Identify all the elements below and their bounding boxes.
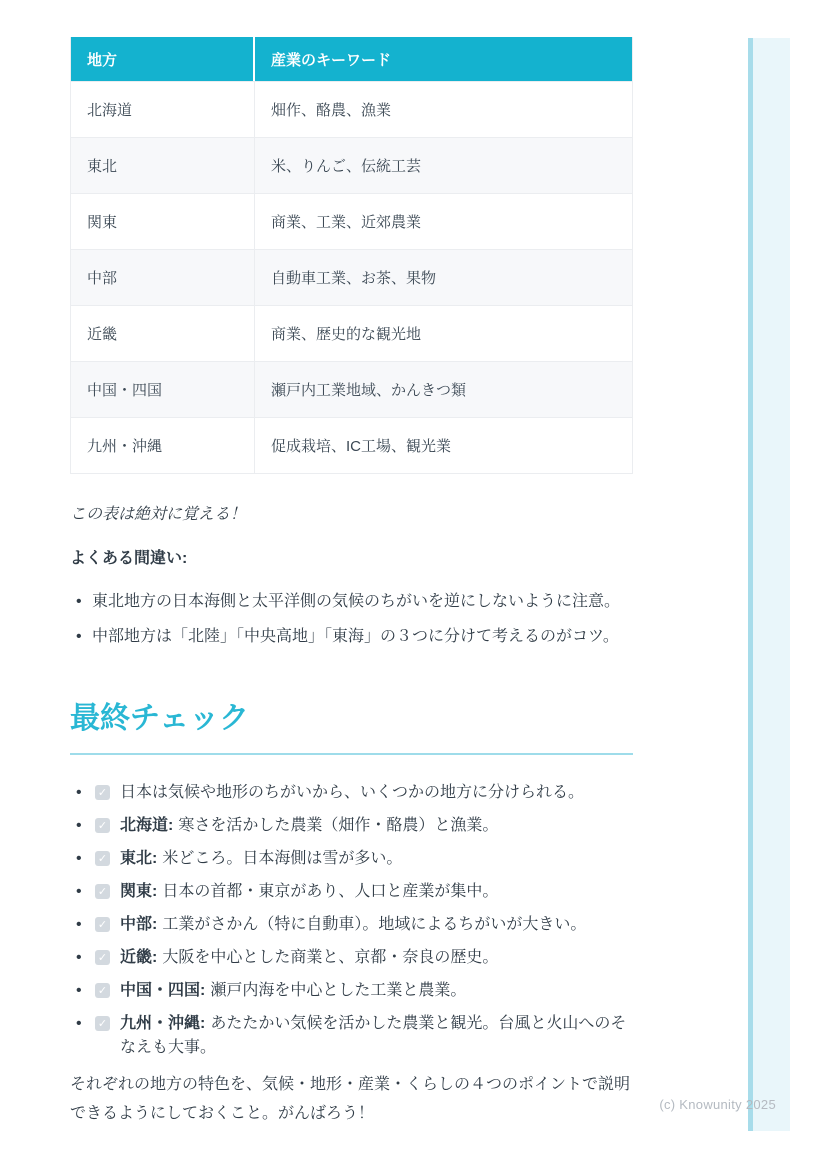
checkbox-checked-icon: • ✓ <box>95 950 110 965</box>
checklist-item-text: 米どころ。日本海側は雪が多い。 <box>162 850 403 867</box>
region-cell: 中国・四国 <box>71 362 255 417</box>
keyword-cell: 促成栽培、IC工場、観光業 <box>271 438 452 455</box>
checklist-item <box>70 1012 633 1060</box>
checkbox-checked-icon: • ✓ <box>95 884 110 899</box>
keyword-cell: 自動車工業、お茶、果物 <box>271 270 437 287</box>
keyword-cell: 畑作、酪農、漁業 <box>271 102 392 119</box>
table-row <box>71 137 632 193</box>
checklist-item-text: 工業がさかん（特に自動車）。地域によるちがいが大きい。 <box>162 916 587 933</box>
keyword-cell: 瀬戸内工業地域、かんきつ類 <box>271 382 467 399</box>
page-edge-panel <box>753 38 790 1131</box>
keyword-cell: 米、りんご、伝統工芸 <box>271 158 422 175</box>
table-row <box>71 305 632 361</box>
table-header-region: 地方 <box>71 37 255 81</box>
checklist-item <box>70 946 633 970</box>
document-content <box>70 37 633 1128</box>
region-cell: 中部 <box>71 250 255 305</box>
checklist-item-label: 北海道: <box>120 817 174 834</box>
list-item: • 東北地方の日本海側と太平洋側の気候のちがいを逆にしないように注意。 <box>70 591 633 612</box>
checkbox-checked-icon: • ✓ <box>95 818 110 833</box>
checklist-item-label: 東北: <box>120 850 158 867</box>
table-row <box>71 361 632 417</box>
keyword-cell: 商業、工業、近郊農業 <box>271 214 422 231</box>
checklist-item-label: 近畿: <box>120 949 158 966</box>
checklist-item-text: 大阪を中心とした商業と、京都・奈良の歴史。 <box>162 949 499 966</box>
checklist-item <box>70 847 633 871</box>
checklist-item-label: 中部: <box>120 916 158 933</box>
table-row <box>71 81 632 137</box>
checklist-item-text: 瀬戸内海を中心とした工業と農業。 <box>210 982 467 999</box>
checklist-item-text: 日本は気候や地形のちがいから、いくつかの地方に分けられる。 <box>120 784 585 801</box>
table-header-keywords: 産業のキーワード <box>271 51 392 69</box>
region-cell: 東北 <box>71 138 255 193</box>
closing-paragraph: それぞれの地方の特色を、気候・地形・産業・くらしの４つのポイントで説明できるようにしておくこと。がんばろう！ <box>70 1076 631 1122</box>
checklist-item-label: 九州・沖縄: <box>120 1015 206 1032</box>
table-body <box>71 81 632 473</box>
checklist-item-label: 関東: <box>120 883 158 900</box>
table-row <box>71 193 632 249</box>
region-cell: 九州・沖縄 <box>71 418 255 473</box>
section-divider <box>70 753 633 755</box>
keyword-cell: 商業、歴史的な観光地 <box>271 326 422 343</box>
emphasis-note: この表は絶対に覚える！ <box>70 506 247 523</box>
checkbox-checked-icon: • ✓ <box>95 1016 110 1031</box>
region-cell: 関東 <box>71 194 255 249</box>
common-mistakes-list <box>70 591 633 647</box>
checkbox-checked-icon: • ✓ <box>95 917 110 932</box>
checklist-item-text: あたたかい気候を活かした農業と観光。台風と火山へのそなえも大事。 <box>120 1015 627 1056</box>
table-row <box>71 417 632 473</box>
table-row <box>71 249 632 305</box>
copyright-footer: (c) Knowunity 2025 <box>659 1097 776 1112</box>
checklist-item <box>70 880 633 904</box>
final-check-title: 最終チェック <box>70 702 250 735</box>
checklist-item <box>70 979 633 1003</box>
final-checklist <box>70 781 633 1060</box>
checklist-item <box>70 814 633 838</box>
checklist-item <box>70 913 633 937</box>
common-mistakes-title: よくある間違い: <box>70 550 188 567</box>
region-cell: 近畿 <box>71 306 255 361</box>
checklist-item-label: 中国・四国: <box>120 982 206 999</box>
checkbox-checked-icon: • ✓ <box>95 983 110 998</box>
checklist-item-text: 日本の首都・東京があり、人口と産業が集中。 <box>162 883 499 900</box>
table-header-row <box>71 37 632 81</box>
region-industry-table <box>70 37 633 474</box>
checklist-item-text: 寒さを活かした農業（畑作・酪農）と漁業。 <box>178 817 499 834</box>
checklist-item <box>70 781 633 805</box>
checkbox-checked-icon: • ✓ <box>95 785 110 800</box>
checkbox-checked-icon: • ✓ <box>95 851 110 866</box>
list-item: • 中部地方は「北陸」「中央高地」「東海」の３つに分けて考えるのがコツ。 <box>70 626 633 647</box>
region-cell: 北海道 <box>71 82 255 137</box>
